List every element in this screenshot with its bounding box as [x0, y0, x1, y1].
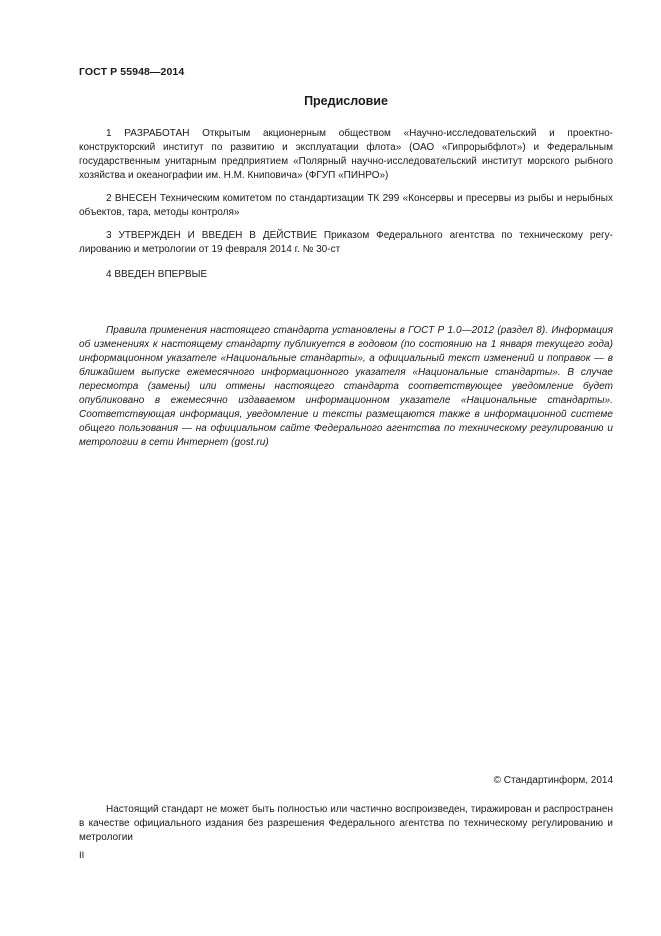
- document-code: ГОСТ Р 55948—2014: [79, 66, 185, 78]
- preface-item-approved: 3 УТВЕРЖДЕН И ВВЕДЕН В ДЕЙСТВИЕ Приказом Федерального агентства по техническому регулированию и метрологии от 19 февраля 2014 г. № 30-ст: [79, 230, 613, 255]
- preface-item-introduced: 4 ВВЕДЕН ВПЕРВЫЕ: [106, 269, 208, 280]
- preface-title: Предисловие: [304, 94, 388, 108]
- reproduction-notice: Настоящий стандарт не может быть полностью или частично воспроизведен, тиражирован и распространен в качестве официального издания без разрешения Федерального агентства по техническому регулированию и метрологии: [79, 804, 613, 843]
- preface-item-developed: 1 РАЗРАБОТАН Открытым акционерным обществом «Научно-исследовательский и проектно-конструкторский институт по развитию и эксплуатации флота» (ОАО «Гипрорыбфлот») и Федеральным государственным унитарным предприятием «Полярный научно-исследовательский институт морского рыбного хозяйства и океанографии им. Н.М. Книповича» (ФГУП «ПИНРО»): [79, 128, 613, 181]
- page-number: II: [79, 850, 85, 861]
- copyright-line: © Стандартинформ, 2014: [493, 775, 613, 786]
- preface-item-submitted: 2 ВНЕСЕН Техническим комитетом по стандартизации ТК 299 «Консервы и пресервы из рыбы и нерыбных объектов, тара, методы контроля»: [79, 193, 613, 218]
- application-rules-notice: Правила применения настоящего стандарта установлены в ГОСТ Р 1.0—2012 (раздел 8). Информация об изменениях к настоящему стандарту публикуется в годовом (по состоянию на 1 января текущего года) информационном указателе «Национальные стандарты», а официальный текст изменений и поправок — в ближайшем выпуске ежемесячного информационного указателя «Национальные стандарты». В случае пересмотра (замены) или отмены настоящего стандарта соответствующее уведомление будет опубликовано в ежемесячно издаваемом информационном указателе «Национальные стандарты». Соответствующая информация, уведомление и тексты размещаются также в информационной системе общего пользования — на официальном сайте Федерального агентства по техническому регулированию и метрологии в сети Интернет (gost.ru): [79, 325, 613, 448]
